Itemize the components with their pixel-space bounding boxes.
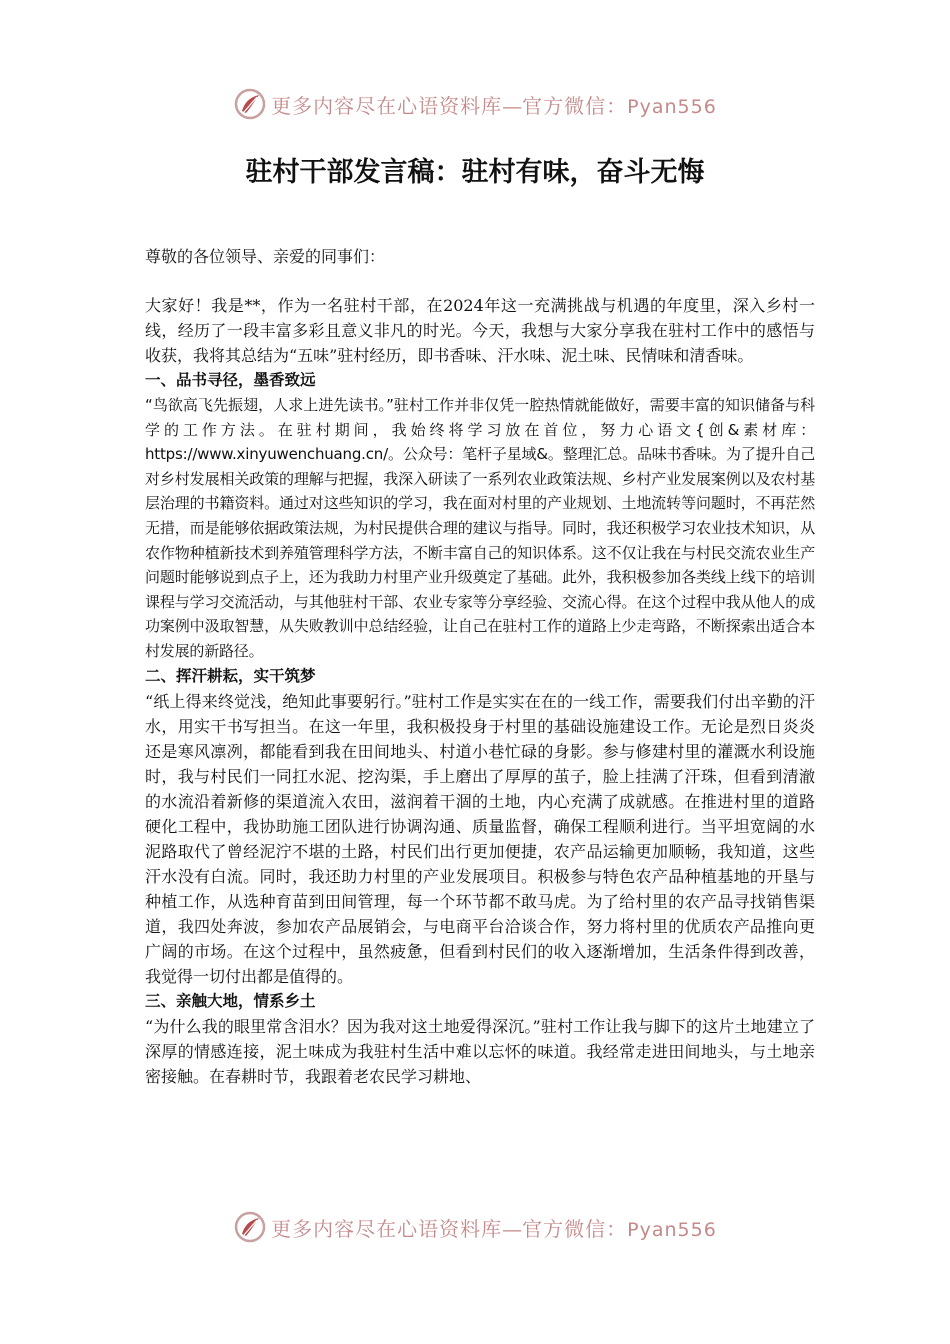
intro-paragraph: 大家好！我是**，作为一名驻村干部，在2024年这一充满挑战与机遇的年度里，深入乡村一线，经历了一段丰富多彩且意义非凡的时光。今天，我想与大家分享我在驻村工作中的感悟与收获，我将其总结为“五味”驻村经历，即书香味、汗水味、泥土味、民情味和清香味。 bbox=[145, 296, 815, 365]
section-1-body: “鸟欲高飞先振翅，人求上进先读书。”驻村工作并非仅凭一腔热情就能做好，需要丰富的知识储备与科学的工作方法。在驻村期间，我始终将学习放在首位，努力心语文{创&素材库：https://www.xinyuwenchuang.cn/。公众号：笔杆子星域&。整理汇总。品味书香味。为了提升自己对乡村发展相关政策的理解与把握，我深入研读了一系列农业政策法规、乡村产业发展案例以及农村基层治理的书籍资料。通过对这些知识的学习，我在面对村里的产业规划、土地流转等问题时，不再茫然无措，而是能够依据政策法规，为村民提供合理的建议与指导。同时，我还积极学习农业技术知识，从农作物种植新技术到养殖管理科学方法，不断丰富自己的知识体系。这不仅让我在与村民交流农业生产问题时能够说到点子上，还为我助力村里产业升级奠定了基础。此外，我积极参加各类线上线下的培训课程与学习交流活动，与其他驻村干部、农业专家等分享经验、交流心得。在这个过程中我从他人的成功案例中汲取智慧，从失败教训中总结经验，让自己在驻村工作的道路上少走弯路，不断探索出适合本村发展的新路径。 bbox=[145, 396, 815, 660]
logo-icon bbox=[233, 87, 267, 121]
section-1-heading: 一、品书寻径，墨香致远 bbox=[145, 371, 316, 389]
watermark-text: 更多内容尽在心语资料库—官方微信：Pyan556 bbox=[271, 93, 717, 118]
watermark-banner-top bbox=[0, 84, 950, 124]
document-title: 驻村干部发言稿：驻村有味，奋斗无悔 bbox=[245, 157, 705, 188]
salutation: 尊敬的各位领导、亲爱的同事们： bbox=[145, 247, 386, 266]
section-3-body: “为什么我的眼里常含泪水？因为我对这土地爱得深沉。”驻村工作让我与脚下的这片土地建立了深厚的情感连接，泥土味成为我驻村生活中难以忘怀的味道。我经常走进田间地头，与土地亲密接触。在春耕时节，我跟着老农民学习耕地、 bbox=[145, 1016, 815, 1086]
document-body bbox=[145, 244, 815, 1089]
logo-icon bbox=[233, 1210, 267, 1244]
section-2-body: “纸上得来终觉浅，绝知此事要躬行。”驻村工作是实实在在的一线工作，需要我们付出辛勤的汗水，用实干书写担当。在这一年里，我积极投身于村里的基础设施建设工作。无论是烈日炎炎还是寒风凛冽，都能看到我在田间地头、村道小巷忙碌的身影。参与修建村里的灌溉水利设施时，我与村民们一同扛水泥、挖沟渠，手上磨出了厚厚的茧子，脸上挂满了汗珠，但看到清澈的水流沿着新修的渠道流入农田，滋润着干涸的土地，内心充满了成就感。在推进村里的道路硬化工程中，我协助施工团队进行协调沟通、质量监督，确保工程顺利进行。当平坦宽阔的水泥路取代了曾经泥泞不堪的土路，村民们出行更加便捷，农产品运输更加顺畅，我知道，这些汗水没有白流。同时，我还助力村里的产业发展项目。积极参与特色农产品种植基地的开垦与种植工作，从选种育苗到田间管理，每一个环节都不敢马虎。为了给村里的农产品寻找销售渠道，我四处奔波，参加农产品展销会，与电商平台洽谈合作，努力将村里的优质农产品推向更广阔的市场。在这个过程中，虽然疲惫，但看到村民们的收入逐渐增加，生活条件得到改善，我觉得一切付出都是值得的。 bbox=[145, 691, 815, 986]
watermark-banner-bottom bbox=[0, 1207, 950, 1247]
watermark-text: 更多内容尽在心语资料库—官方微信：Pyan556 bbox=[271, 1216, 717, 1241]
section-3-heading: 三、亲触大地，情系乡土 bbox=[145, 991, 316, 1010]
section-2-heading: 二、挥汗耕耘，实干筑梦 bbox=[145, 666, 316, 685]
